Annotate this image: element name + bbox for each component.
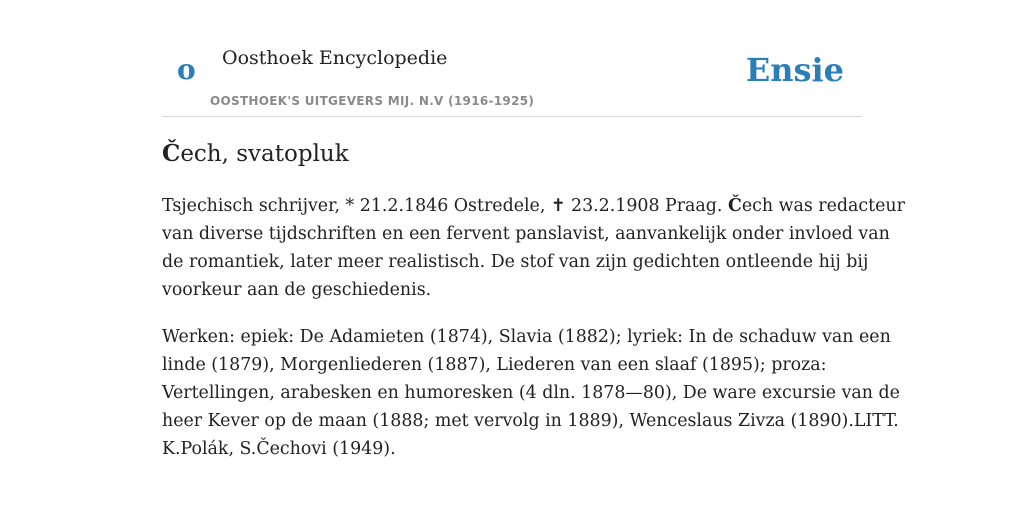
paragraph-line: K.Polák, S.Čechovi (1949). <box>162 439 396 459</box>
paragraph-line: van diverse tijdschriften en een fervent panslavist, aanvankelijk onder invloed van <box>162 224 890 244</box>
paragraph-line: Tsjechisch schrijver, * 21.2.1846 Ostredele, ✝ 23.2.1908 Praag. <box>162 196 728 216</box>
paragraph-line: linde (1879), Morgenliederen (1887), Liederen van een slaaf (1895); proza: <box>162 355 827 375</box>
paragraph-line: voorkeur aan de geschiedenis. <box>162 280 432 300</box>
entry-content <box>162 134 905 463</box>
entry-title-rest: ech, svatopluk <box>180 141 349 167</box>
site-title[interactable]: Oosthoek Encyclopedie <box>222 47 448 69</box>
paragraph-line: Vertellingen, arabesken en humoresken (4 dln. 1878—80), De ware excursie van de <box>162 383 900 403</box>
publisher-label: OOSTHOEK'S UITGEVERS MIJ. N.V (1916-1925) <box>210 94 535 108</box>
paragraph-line: de romantiek, later meer realistisch. De stof van zijn gedichten ontleende hij bij <box>162 252 869 272</box>
site-logo[interactable]: o <box>177 53 196 86</box>
brand-logo[interactable]: Ensie <box>745 51 844 89</box>
entry-paragraph-works <box>162 323 900 463</box>
entry-title <box>162 134 862 174</box>
paragraph-line: heer Kever op de maan (1888; met vervolg in 1889), Wenceslaus Zivza (1890).LITT. <box>162 411 899 431</box>
paragraph-line: ech was redacteur <box>741 196 905 216</box>
paragraph-initial: Č <box>727 196 742 216</box>
paragraph-line: Werken: epiek: De Adamieten (1874), Slavia (1882); lyriek: In de schaduw van een <box>162 327 891 347</box>
entry-paragraph-biography <box>162 192 905 304</box>
site-header <box>162 0 862 117</box>
entry-title-initial: Č <box>162 140 181 167</box>
